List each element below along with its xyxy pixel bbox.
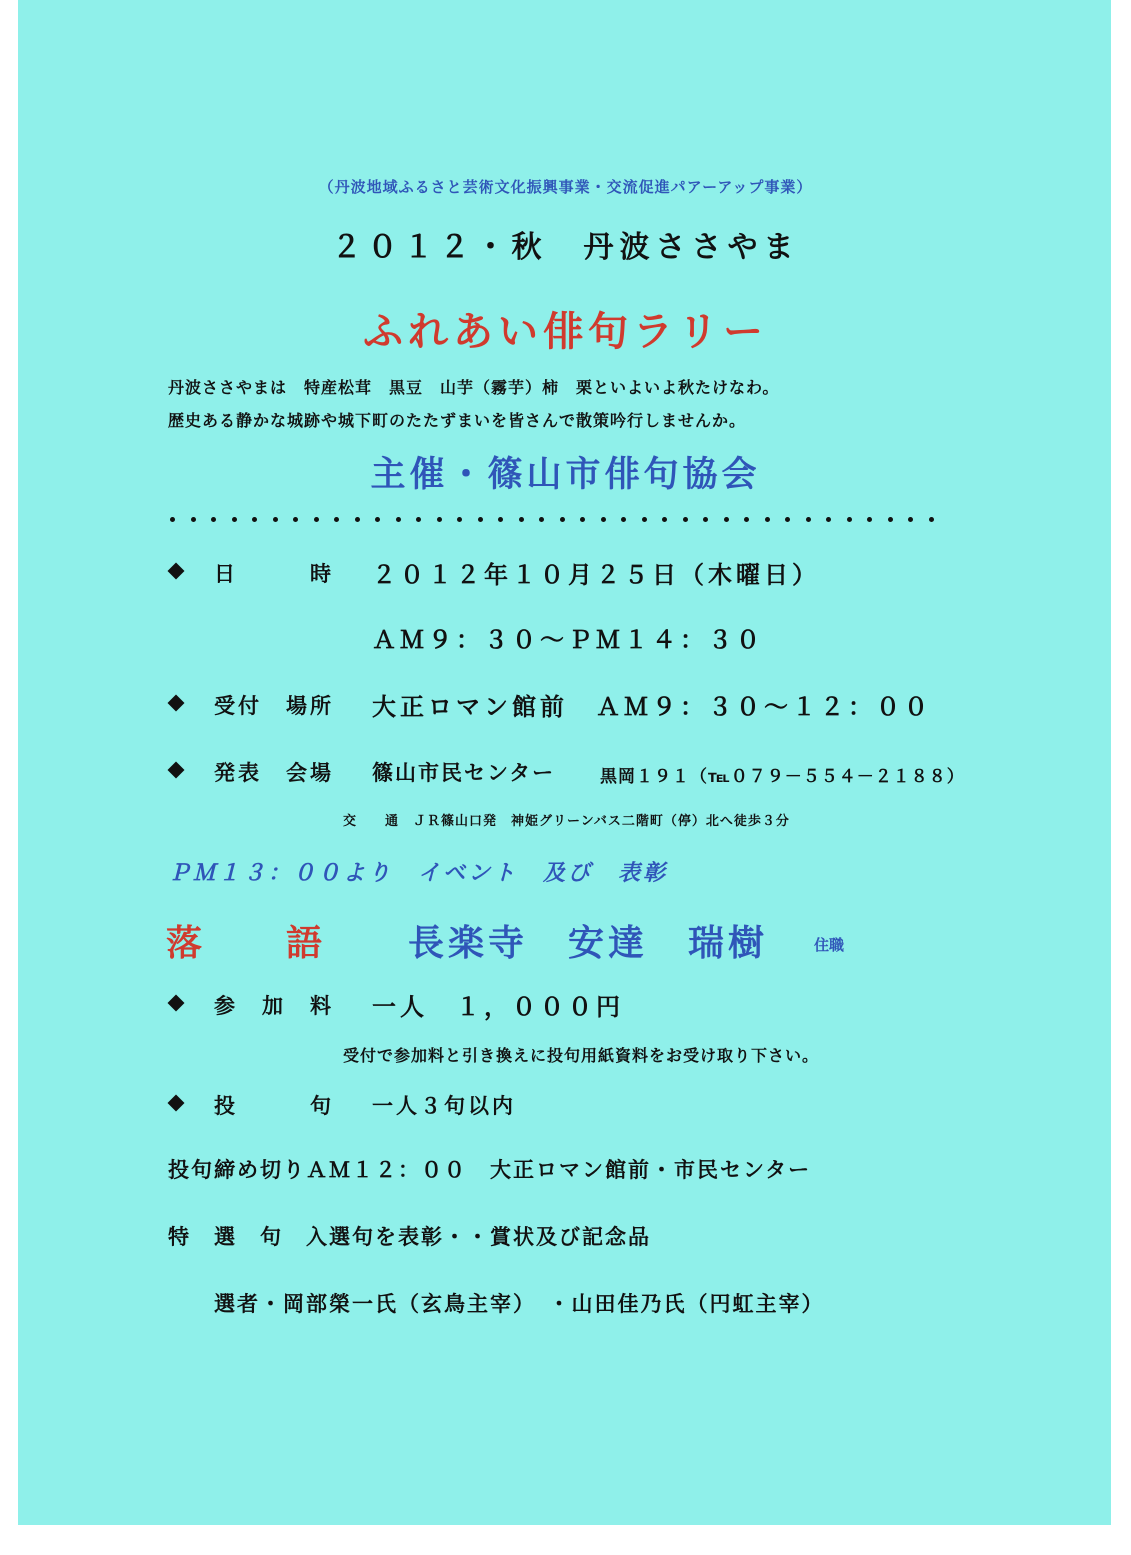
venue-address: 黒岡１９１（℡０７９－５５４－２１８８） [600,767,965,787]
divider-dot [416,517,421,522]
program-subtitle: （丹波地域ふるさと芸術文化振興事業・交流促進パアーアップ事業） [318,178,813,196]
divider-dot [642,517,647,522]
divider-dot [662,517,667,522]
divider-dot [457,517,462,522]
divider-dot [867,517,872,522]
dotted-divider [170,507,950,519]
rakugo-role: 住職 [814,936,845,954]
venue-label: 発表 会場 [214,761,334,785]
divider-dot [252,517,257,522]
divider-dot [437,517,442,522]
divider-dot [929,517,934,522]
divider-dot [785,517,790,522]
intro-line-1: 丹波ささやまは 特産松茸 黒豆 山芋（霧芋）柿 栗といよいよ秋たけなわ。 [168,378,780,397]
reception-label: 受付 場所 [214,694,334,718]
submit-value: 一人３句以内 [372,1094,516,1118]
fee-note: 受付で参加料と引き換えに投句用紙資料をお受け取り下さい。 [343,1046,820,1065]
date-value: ２０１２年１０月２５日（木曜日） [372,561,820,589]
event-season-title: ２０１２・秋 丹波ささやま [331,230,800,265]
divider-dot [211,517,216,522]
divider-dot [826,517,831,522]
divider-dot [703,517,708,522]
divider-dot [191,517,196,522]
organizer: 主催・篠山市俳句協会 [370,455,761,495]
divider-dot [683,517,688,522]
submit-label: 投 句 [214,1094,334,1118]
divider-dot [560,517,565,522]
reception-value: 大正ロマン館前 ＡＭ９：３０～１２：００ [372,693,932,721]
divider-dot [232,517,237,522]
divider-dot [375,517,380,522]
judges: 選者・岡部榮一氏（玄鳥主宰） ・山田佳乃氏（円虹主宰） [214,1292,825,1316]
rakugo-performer: 長楽寺 安達 瑞樹 [408,923,769,964]
event-title: ふれあい俳句ラリー [363,309,768,355]
event-info: ＰＭ１３：００より イベント 及び 表彰 [168,861,669,886]
divider-dot [334,517,339,522]
divider-dot [847,517,852,522]
divider-dot [908,517,913,522]
intro-line-2: 歴史ある静かな城跡や城下町のたたずまいを皆さんで散策吟行しませんか。 [168,411,747,430]
fee-label: 参 加 料 [214,994,334,1018]
divider-dot [806,517,811,522]
divider-dot [314,517,319,522]
divider-dot [498,517,503,522]
divider-dot [888,517,893,522]
fee-value: 一人 １，０００円 [372,993,624,1021]
divider-dot [273,517,278,522]
divider-dot [355,517,360,522]
rakugo-label: 落 語 [166,923,327,964]
divider-dot [519,517,524,522]
divider-dot [580,517,585,522]
divider-dot [170,517,175,522]
divider-dot [478,517,483,522]
divider-dot [724,517,729,522]
divider-dot [765,517,770,522]
divider-dot [293,517,298,522]
date-label: 日 時 [214,562,334,586]
divider-dot [396,517,401,522]
special-award: 特 選 句 入選句を表彰・・賞状及び記念品 [168,1225,651,1249]
venue-value: 篠山市民センター [372,761,556,785]
access-info: 交 通 ＪＲ篠山口発 神姫グリーンバス二階町（停）北へ徒歩３分 [343,814,790,829]
divider-dot [744,517,749,522]
submission-deadline: 投句締め切りＡＭ１２：００ 大正ロマン館前・市民センター [168,1158,812,1182]
time-value: ＡＭ９：３０～ＰＭ１４：３０ [372,626,764,654]
divider-dot [601,517,606,522]
divider-dot [621,517,626,522]
divider-dot [539,517,544,522]
